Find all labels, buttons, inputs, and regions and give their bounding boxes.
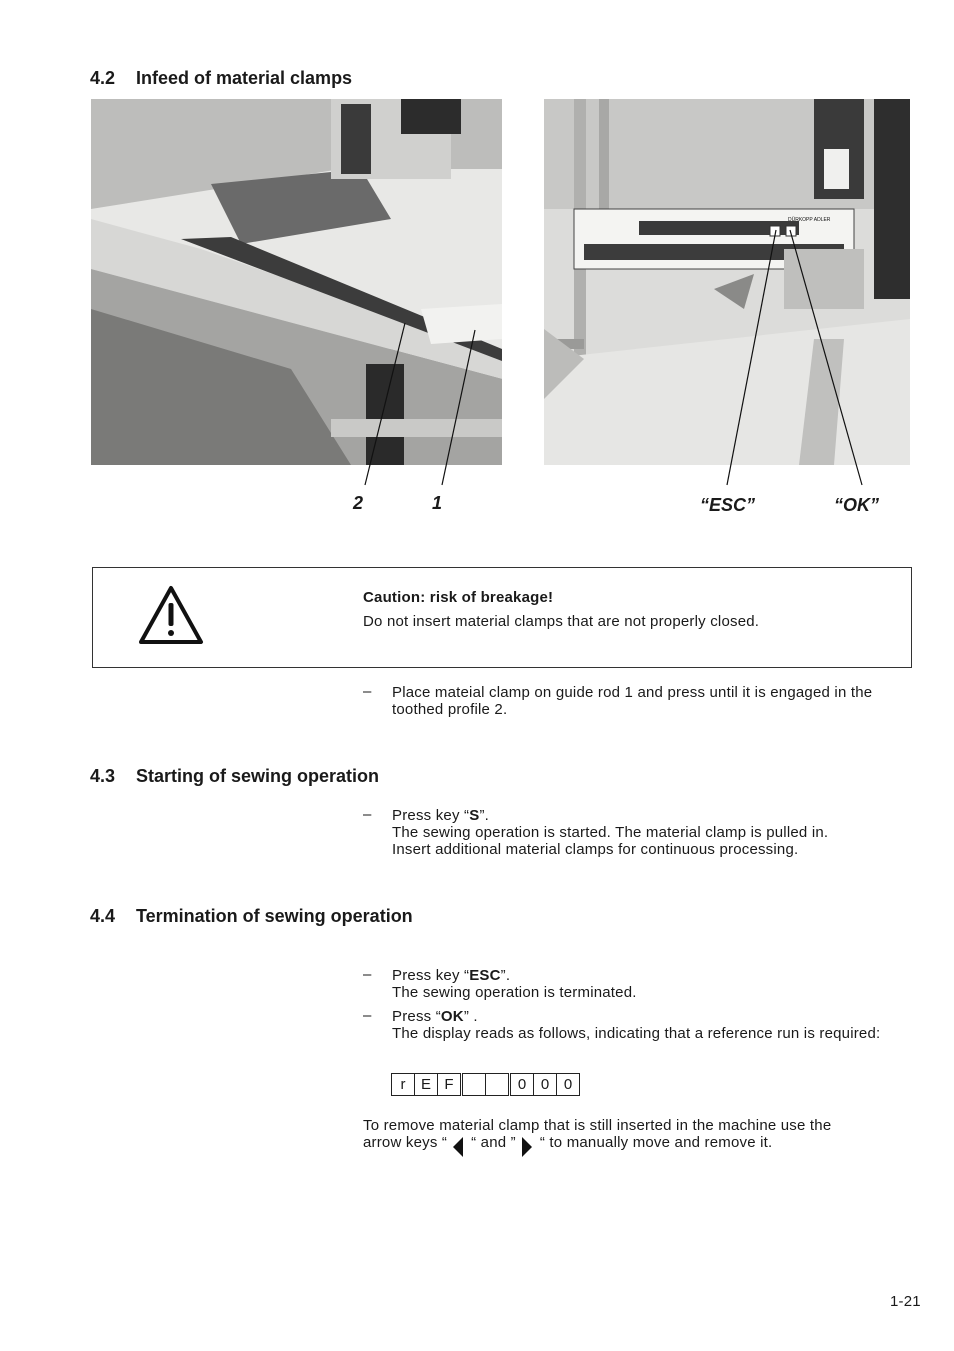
panel-brand-label: DÜRKOPP ADLER (788, 217, 831, 223)
text-fragment: “ and ” (471, 1134, 516, 1151)
text-fragment: arrow keys “ (363, 1134, 448, 1151)
text-fragment: Press key “ (392, 807, 470, 824)
display-cell (485, 1073, 509, 1096)
list-item-detail: Insert additional material clamps for continuous processing. (392, 841, 799, 858)
section-number: 4.4 (90, 906, 116, 926)
text-fragment: ”. (500, 967, 511, 984)
list-dash: – (363, 683, 372, 700)
key-name-s: S (469, 807, 480, 824)
text-fragment: “ to manually move and remove it. (539, 1134, 773, 1151)
key-name-esc: ESC (469, 967, 501, 984)
section-number: 4.2 (90, 68, 116, 88)
callout-label-esc: “ESC” (700, 495, 756, 515)
callout-label-2: 2 (353, 493, 364, 513)
list-item-s42-1: Place mateial clamp on guide rod 1 and press until it is engaged in the toothed profile 2. (392, 684, 873, 718)
list-item-detail: The sewing operation is started. The material clamp is pulled in. (392, 824, 829, 841)
callout-label-ok: “OK” (834, 495, 879, 515)
caution-box (92, 567, 912, 668)
list-item-s44-1 (392, 967, 912, 1001)
section-title: Infeed of material clamps (136, 68, 353, 88)
text-fragment: Press key “ (392, 967, 470, 984)
display-cell: 0 (510, 1073, 534, 1096)
section-heading-4-4 (90, 906, 413, 927)
section-title: Termination of sewing operation (136, 906, 413, 926)
display-cell: 0 (556, 1073, 580, 1096)
section-number: 4.3 (90, 766, 116, 786)
text-fragment: ” . (463, 1008, 478, 1025)
warning-triangle-icon (138, 585, 204, 645)
right-arrow-key-icon (516, 1137, 540, 1147)
list-item-detail: The sewing operation is terminated. (392, 984, 637, 1001)
display-cell: E (414, 1073, 438, 1096)
list-item-detail: The display reads as follows, indicating that a reference run is required: (392, 1025, 881, 1042)
remove-text-line: To remove material clamp that is still inserted in the machine use the (363, 1117, 832, 1134)
display-cell (462, 1073, 486, 1096)
caution-title: Caution: risk of breakage! (363, 589, 554, 606)
list-item-s43-1 (392, 807, 912, 858)
display-cell: r (391, 1073, 415, 1096)
page-number: 1-21 (890, 1293, 921, 1310)
display-cell: 0 (533, 1073, 557, 1096)
leader-line-2 (365, 323, 405, 485)
leader-line-1 (442, 330, 475, 485)
leader-line-ok (790, 230, 862, 485)
section-heading-4-3 (90, 766, 379, 787)
caution-text: Do not insert material clamps that are not properly closed. (363, 613, 760, 630)
text-fragment: Press “ (392, 1008, 441, 1025)
remove-instructions (363, 1117, 913, 1151)
text-fragment: ”. (479, 807, 490, 824)
list-item-s44-2 (392, 1008, 892, 1042)
callout-leader-lines (0, 0, 954, 520)
display-readout (392, 1073, 580, 1096)
leader-line-esc (727, 230, 776, 485)
list-dash: – (363, 966, 372, 983)
section-title: Starting of sewing operation (136, 766, 380, 786)
key-name-ok: OK (440, 1008, 464, 1025)
list-dash: – (363, 1007, 372, 1024)
left-arrow-key-icon (447, 1137, 471, 1147)
display-cell: F (437, 1073, 461, 1096)
callout-label-1: 1 (432, 493, 443, 513)
list-dash: – (363, 806, 372, 823)
